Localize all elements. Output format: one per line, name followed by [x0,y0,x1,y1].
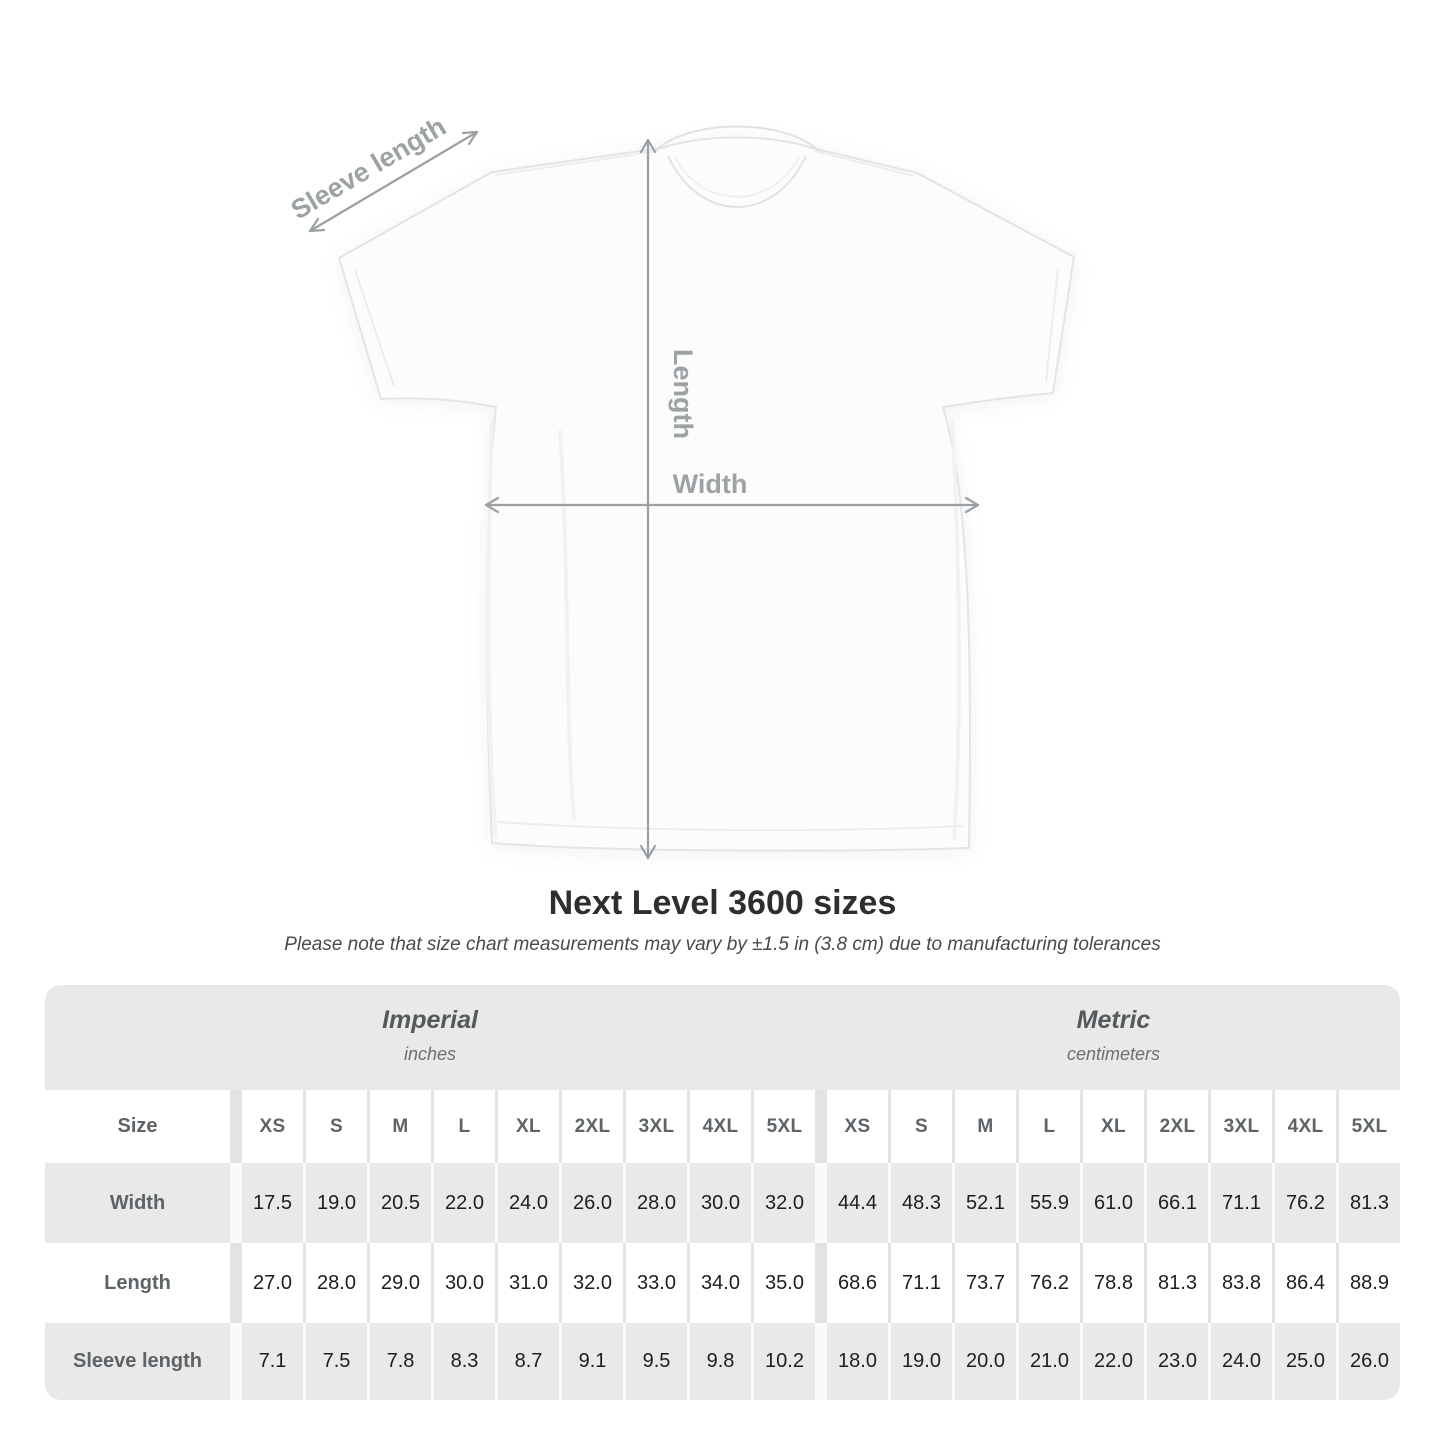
imperial-header [45,985,815,1090]
width-imperial-value: 30.0 [690,1163,751,1243]
sleeve-imperial-value: 8.7 [498,1323,559,1400]
group-divider [818,1090,824,1163]
sleeve-metric-value: 25.0 [1275,1323,1336,1400]
width-imperial-value: 19.0 [306,1163,367,1243]
length-metric-value: 76.2 [1019,1243,1080,1323]
length-metric-value: 68.6 [827,1243,888,1323]
size-col-header: M [370,1090,431,1163]
length-imperial-value: 27.0 [242,1243,303,1323]
sleeve-metric-value: 26.0 [1339,1323,1400,1400]
sleeve-imperial-value: 9.8 [690,1323,751,1400]
length-imperial-value: 35.0 [754,1243,815,1323]
metric-unit: centimeters [1066,1044,1161,1064]
size-col-header: 3XL [1211,1090,1272,1163]
length-imperial-value: 33.0 [626,1243,687,1323]
size-header-row [45,1090,1400,1163]
length-metric-value: 81.3 [1147,1243,1208,1323]
width-imperial-value: 20.5 [370,1163,431,1243]
row-label-sleeve-length: Sleeve length [45,1323,230,1400]
width-imperial-value: 24.0 [498,1163,559,1243]
size-col-header: 5XL [1339,1090,1400,1163]
size-col-header: XS [242,1090,303,1163]
size-col-header: 4XL [1275,1090,1336,1163]
size-col-header: 4XL [690,1090,751,1163]
size-col-header: L [1019,1090,1080,1163]
group-divider [233,1323,239,1400]
group-divider [233,1090,239,1163]
width-metric-value: 52.1 [955,1163,1016,1243]
sleeve-imperial-value: 9.1 [562,1323,623,1400]
length-metric-value: 83.8 [1211,1243,1272,1323]
size-col-header: 2XL [1147,1090,1208,1163]
width-metric-value: 71.1 [1211,1163,1272,1243]
width-metric-value: 66.1 [1147,1163,1208,1243]
size-col-header: M [955,1090,1016,1163]
width-label: Width [672,469,748,499]
length-metric-value: 78.8 [1083,1243,1144,1323]
group-divider [233,1163,239,1243]
sleeve-imperial-value: 10.2 [754,1323,815,1400]
page-title: Next Level 3600 sizes [548,884,897,922]
unit-header-row [45,985,1400,1090]
length-imperial-value: 32.0 [562,1243,623,1323]
width-metric-value: 48.3 [891,1163,952,1243]
imperial-unit: inches [403,1044,457,1064]
length-metric-value: 71.1 [891,1243,952,1323]
size-col-header: 2XL [562,1090,623,1163]
size-col-header: XL [1083,1090,1144,1163]
length-imperial-value: 30.0 [434,1243,495,1323]
length-imperial-value: 34.0 [690,1243,751,1323]
sleeve-imperial-value: 8.3 [434,1323,495,1400]
length-imperial-value: 31.0 [498,1243,559,1323]
size-col-header: S [891,1090,952,1163]
tolerance-note: Please note that size chart measurements may vary by ±1.5 in (3.8 cm) due to manufacturing tolerances [284,934,1161,955]
sleeve-metric-value: 18.0 [827,1323,888,1400]
metric-label: Metric [1076,1006,1151,1034]
sleeve-imperial-value: 7.1 [242,1323,303,1400]
width-row [45,1163,1400,1243]
sleeve-metric-value: 22.0 [1083,1323,1144,1400]
imperial-label: Imperial [382,1006,478,1034]
width-metric-value: 44.4 [827,1163,888,1243]
length-imperial-value: 28.0 [306,1243,367,1323]
width-imperial-value: 22.0 [434,1163,495,1243]
size-col-header: XS [827,1090,888,1163]
metric-header [827,985,1400,1090]
sleeve-imperial-value: 7.5 [306,1323,367,1400]
width-imperial-value: 32.0 [754,1163,815,1243]
size-col-header: 3XL [626,1090,687,1163]
width-imperial-value: 17.5 [242,1163,303,1243]
length-imperial-value: 29.0 [370,1243,431,1323]
sleeve-length-label: Sleeve length [285,111,452,226]
size-col-header: 5XL [754,1090,815,1163]
size-col-header: XL [498,1090,559,1163]
sleeve-metric-value: 21.0 [1019,1323,1080,1400]
width-metric-value: 76.2 [1275,1163,1336,1243]
size-col-header: L [434,1090,495,1163]
width-metric-value: 61.0 [1083,1163,1144,1243]
sleeve-metric-value: 24.0 [1211,1323,1272,1400]
size-col-header: S [306,1090,367,1163]
size-table [45,985,1400,1400]
width-imperial-value: 26.0 [562,1163,623,1243]
group-divider [233,1243,239,1323]
row-label-width: Width [45,1163,230,1243]
width-metric-value: 55.9 [1019,1163,1080,1243]
length-label: Length [668,349,698,439]
length-metric-value: 86.4 [1275,1243,1336,1323]
sleeve-imperial-value: 7.8 [370,1323,431,1400]
length-metric-value: 73.7 [955,1243,1016,1323]
row-label-length: Length [45,1243,230,1323]
group-divider [818,1243,824,1323]
group-divider [818,1323,824,1400]
sleeve-metric-value: 20.0 [955,1323,1016,1400]
width-imperial-value: 28.0 [626,1163,687,1243]
sleeve-imperial-value: 9.5 [626,1323,687,1400]
group-divider [818,1163,824,1243]
sleeve-metric-value: 23.0 [1147,1323,1208,1400]
size-header: Size [45,1090,230,1163]
sleeve-length-row [45,1323,1400,1400]
length-row [45,1243,1400,1323]
width-metric-value: 81.3 [1339,1163,1400,1243]
length-metric-value: 88.9 [1339,1243,1400,1323]
sleeve-metric-value: 19.0 [891,1323,952,1400]
